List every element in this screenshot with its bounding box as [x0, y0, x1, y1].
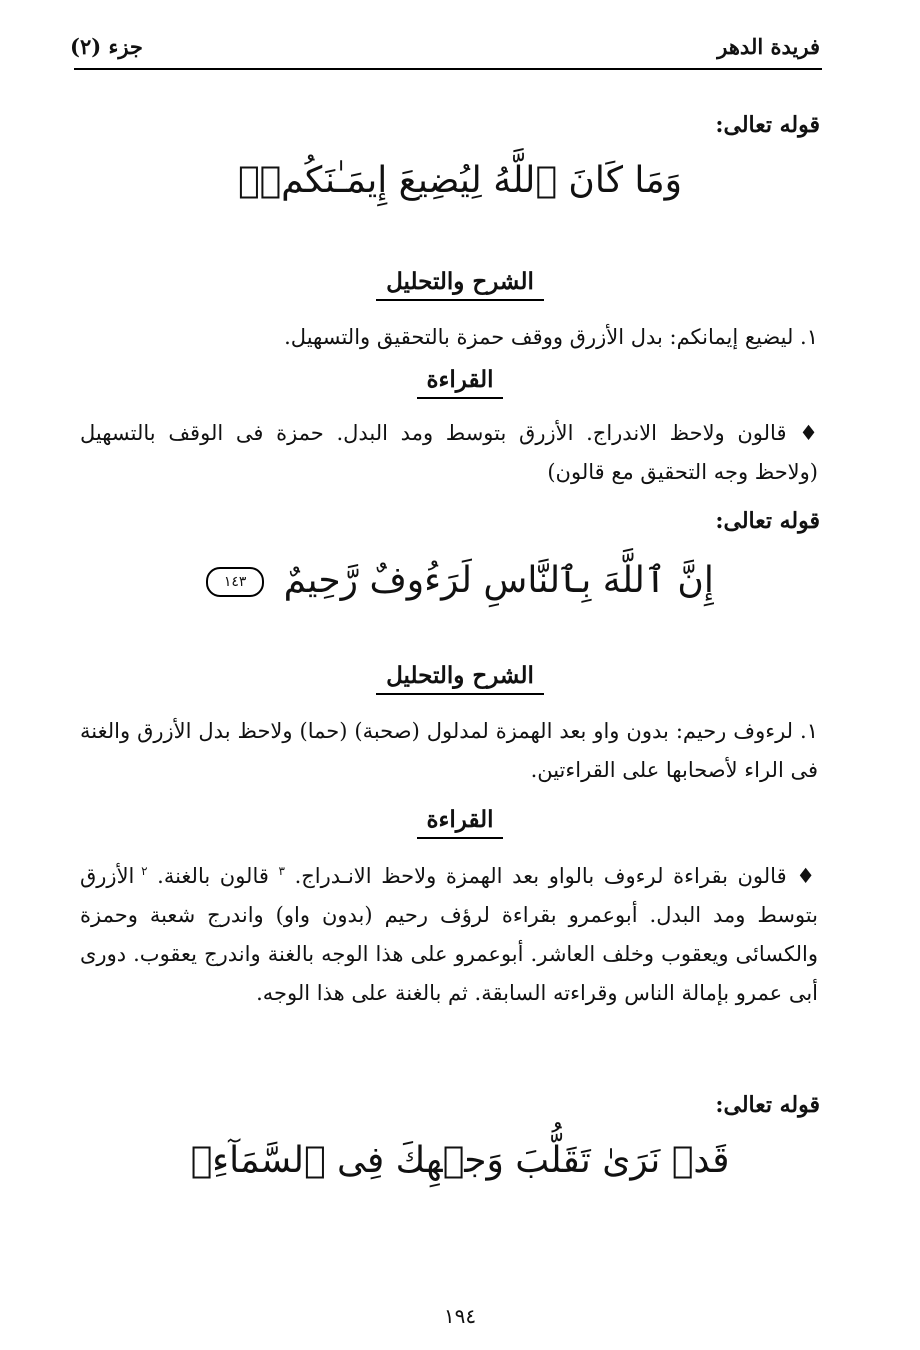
heading-reading-text: القراءة	[417, 366, 504, 399]
heading-reading	[0, 806, 920, 839]
footnote-marker: ٢	[141, 864, 148, 878]
heading-reading	[0, 366, 920, 399]
running-title: فريدة الدهر	[717, 34, 820, 59]
heading-explanation	[0, 662, 920, 695]
header-rule	[74, 68, 822, 70]
reading-part-b: قالون بالغنة.	[157, 864, 269, 888]
quran-verse	[0, 560, 920, 601]
reading-part-c: الأزرق بتوسط ومد البدل. أبوعمرو بقراءة لرؤف رحيم (بدون واو) واندرج شعبة وحمزة والكسائى ويعقوب وخلف العاشر. أبوعمرو على هذا الوجه بالغنة واندرج يعقوب. دورى أبى عمرو بإمالة الناس وقراءته السابقة. ثم بالغنة على هذا الوجه.	[80, 864, 818, 1005]
heading-explanation-text: الشرح والتحليل	[376, 268, 544, 301]
quran-verse-text: إِنَّ ٱللَّهَ بِٱلنَّاسِ لَرَءُوفٌ رَّحِيمٌ	[283, 560, 714, 601]
part-label: جزء (٢)	[70, 34, 143, 59]
heading-explanation-text: الشرح والتحليل	[376, 662, 544, 695]
reading-paragraph	[80, 852, 818, 1013]
said-label: قوله تعالى:	[715, 1092, 820, 1118]
said-label: قوله تعالى:	[715, 112, 820, 138]
heading-reading-text: القراءة	[417, 806, 504, 839]
explanation-point: ١. ليضيع إيمانكم: بدل الأزرق ووقف حمزة بالتحقيق والتسهيل.	[284, 325, 818, 349]
page-number: ١٩٤	[443, 1304, 477, 1328]
explanation-point: ١. لرءوف رحيم: بدون واو بعد الهمزة لمدلول (صحبة) (حما) ولاحظ بدل الأزرق والغنة فى الراء لأصحابها على القراءتين.	[80, 719, 818, 782]
said-label: قوله تعالى:	[715, 508, 820, 534]
quran-verse: وَمَا كَانَ ٱللَّهُ لِيُضِيعَ إِيمَـٰنَكُمۡۚ	[237, 160, 683, 201]
reading-paragraph: ♦ قالون ولاحظ الاندراج. الأزرق بتوسط ومد البدل. حمزة فى الوقف بالتسهيل (ولاحظ وجه التحقيق مع قالون)	[80, 421, 818, 484]
heading-explanation	[0, 268, 920, 301]
footnote-marker: ٣	[278, 864, 285, 878]
reading-part-a: ♦ قالون بقراءة لرءوف بالواو بعد الهمزة ولاحظ الانـدراج.	[294, 864, 818, 888]
ayah-number-badge: ١٤٣	[206, 567, 264, 597]
quran-verse: قَدۡ نَرَىٰ تَقَلُّبَ وَجۡهِكَ فِى ٱلسَّمَآءِۖ	[190, 1140, 730, 1181]
